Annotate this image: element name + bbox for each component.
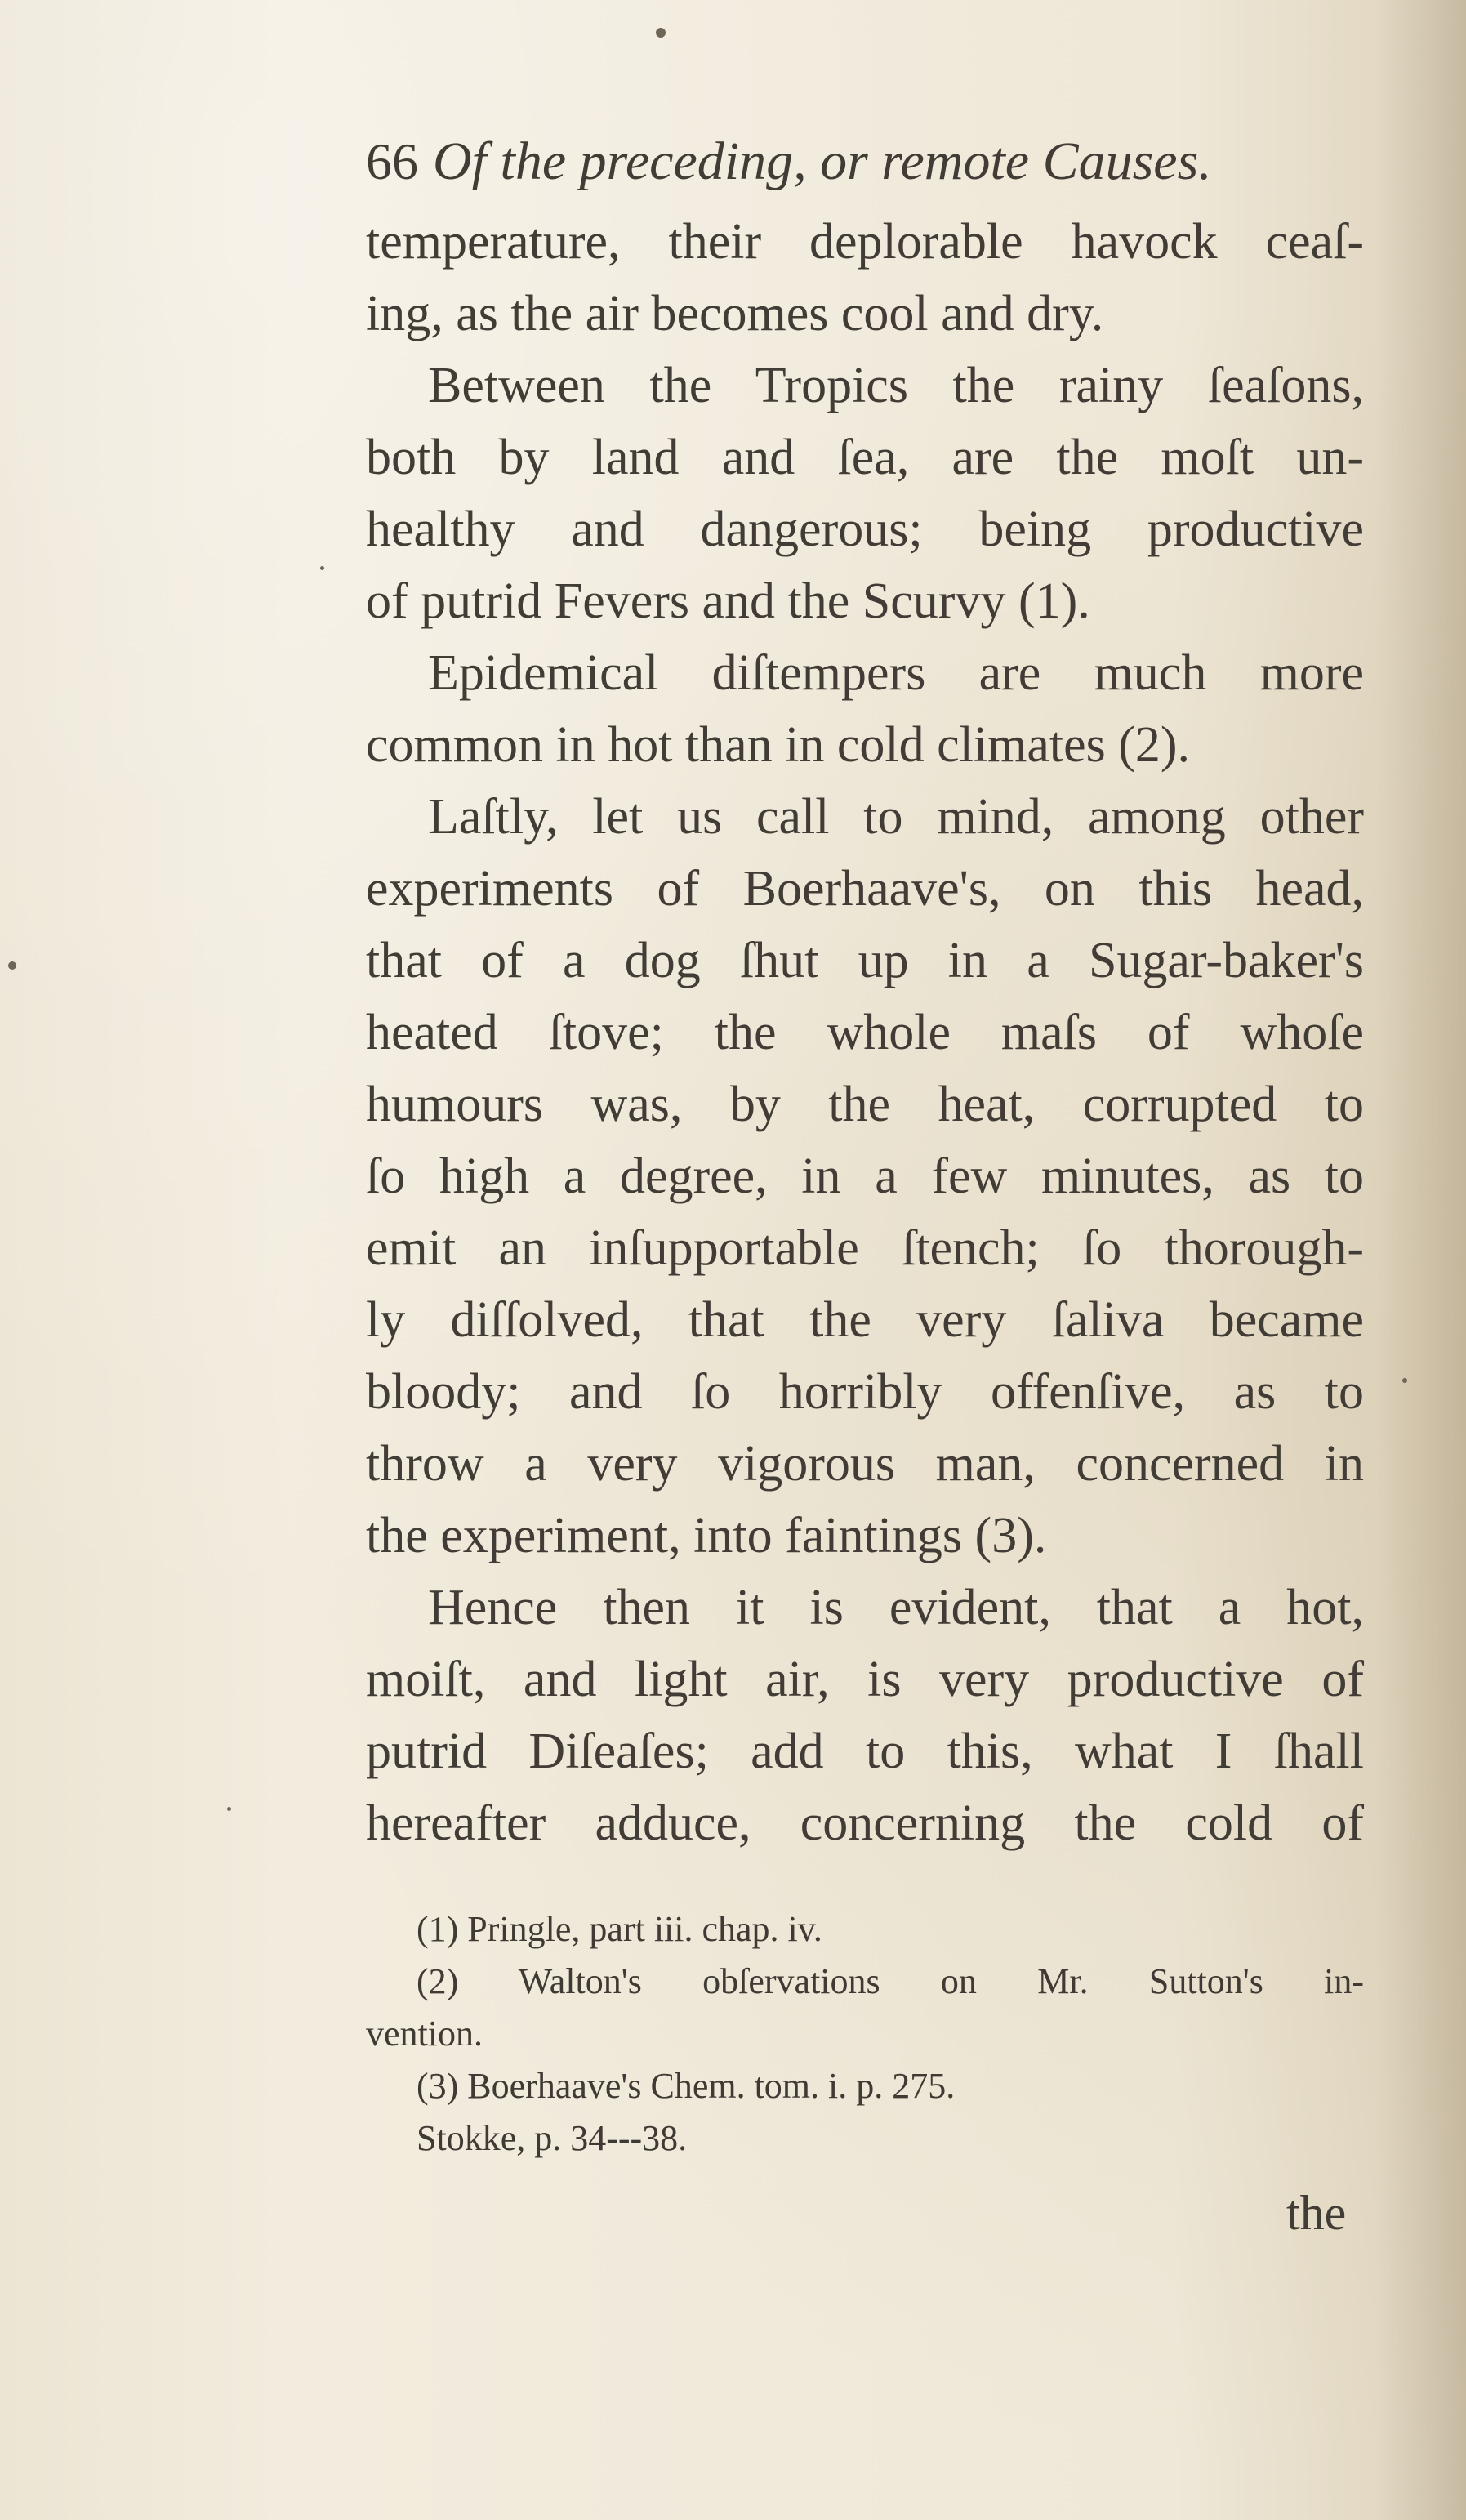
ink-speck [1402, 1378, 1407, 1383]
text-line: moiſt, and light air, is very productive of [366, 1652, 1364, 1707]
footnotes [366, 1903, 1364, 2165]
text-line: humours was, by the heat, corrupted to [366, 1077, 1364, 1132]
text-line: Hence then it is evident, that a hot, [428, 1580, 1364, 1635]
text-line: Between the Tropics the rainy ſeaſons, [428, 358, 1364, 413]
catchword: the [1286, 2186, 1347, 2240]
text-line: bloody; and ſo horribly offenſive, as to [366, 1364, 1364, 1420]
footnote: (3) Boerhaave's Chem. tom. i. p. 275. [417, 2066, 956, 2106]
footnote: (1) Pringle, part iii. chap. iv. [417, 1909, 822, 1949]
paragraph [366, 206, 1364, 350]
text-line: hereafter adduce, concerning the cold of [366, 1795, 1364, 1851]
ink-speck [320, 566, 324, 570]
ink-speck [227, 1807, 231, 1811]
page-content [366, 123, 1364, 2165]
ink-speck [656, 28, 666, 38]
text-line: experiments of Boerhaave's, on this head, [366, 861, 1364, 917]
running-head [366, 123, 1364, 201]
text-line: heated ſtove; the whole maſs of whoſe [366, 1005, 1364, 1060]
text-line: throw a very vigorous man, concerned in [366, 1436, 1364, 1492]
text-line: healthy and dangerous; being productive [366, 502, 1364, 557]
body-text [366, 206, 1364, 1859]
text-line: the experiment, into faintings (3). [366, 1508, 1047, 1563]
text-line: putrid Diſeaſes; add to this, what I ſhall [366, 1724, 1364, 1779]
running-title: Of the preceding, or remote Causes. [433, 132, 1212, 191]
text-line: ing, as the air becomes cool and dry. [366, 286, 1104, 341]
text-line: temperature, their deplorable havock ceaſ- [366, 214, 1364, 270]
text-line: emit an inſupportable ſtench; ſo thorough- [366, 1220, 1364, 1276]
page-number: 66 [366, 132, 418, 190]
ink-speck [8, 961, 16, 970]
paragraph [366, 781, 1364, 1572]
footnote: (2) Walton's obſervations on Mr. Sutton's in- [417, 1961, 1364, 2001]
text-line: Epidemical diſtempers are much more [428, 645, 1364, 701]
text-line: that of a dog ſhut up in a Sugar-baker's [366, 933, 1364, 988]
text-line: ſo high a degree, in a few minutes, as to [366, 1148, 1364, 1204]
text-line: of putrid Fevers and the Scurvy (1). [366, 573, 1090, 629]
text-line: both by land and ſea, are the moſt un- [366, 430, 1364, 485]
paragraph [366, 1572, 1364, 1859]
text-line: ly diſſolved, that the very ſaliva became [366, 1292, 1364, 1348]
page-edge-shadow [1376, 0, 1466, 2520]
paragraph [366, 637, 1364, 781]
text-line: Laſtly, let us call to mind, among other [428, 789, 1364, 845]
footnote-continuation: Stokke, p. 34---38. [417, 2118, 688, 2158]
paragraph [366, 350, 1364, 637]
text-line: common in hot than in cold climates (2). [366, 717, 1191, 773]
footnote-continuation: vention. [366, 2014, 483, 2054]
